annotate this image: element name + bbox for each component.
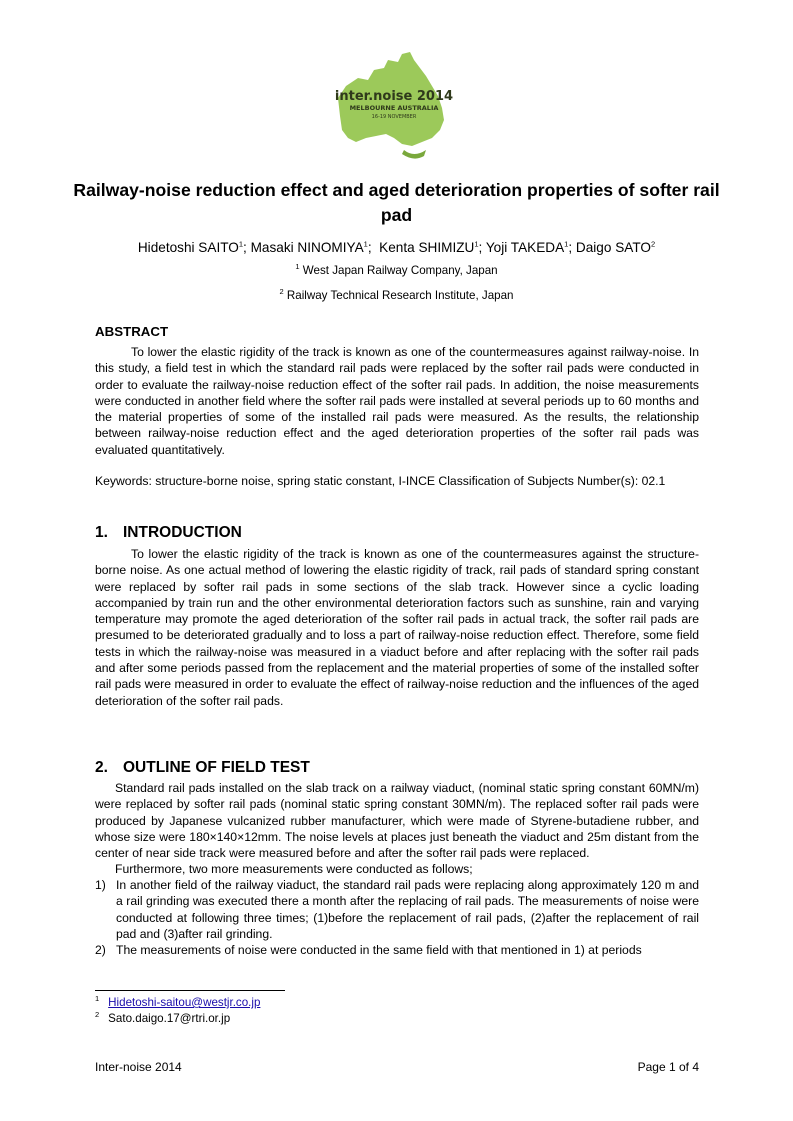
author-affiliation-mark: 1 <box>474 239 479 249</box>
svg-text:inter.noise 2014: inter.noise 2014 <box>334 89 454 104</box>
abstract-heading: ABSTRACT <box>95 324 169 339</box>
author-list <box>60 239 733 257</box>
author-affiliation-mark: 1 <box>238 239 244 249</box>
abstract-text: To lower the elastic rigidity of the track is known as one of the countermeasures against railway-noise. In this study, a field test in which the standard rail pads were replaced by the softer rail pads were conducted in order to evaluate the railway-noise reduction effect of the softer rail pads. In addition, the noise measurements were conducted in another field where the softer rail pads were installed at several periods up to 60 months and the material properties of some of the installed rail pads were measured. As the results, the relationship between railway-noise reduction effect and the aged deterioration properties of the softer rail pads was evaluated quantitatively. <box>95 345 699 457</box>
australia-map-logo-icon <box>318 46 470 164</box>
author-affiliation-mark: 1 <box>363 239 368 249</box>
affiliation-2: $^2$ Railway Technical Research Institute, Japan <box>279 287 514 302</box>
footnote-1: $^1$ Hidetoshi-saitou@westjr.co.jp <box>95 994 261 1009</box>
footnote-2: $^2$ Sato.daigo.17@rtri.or.jp <box>95 1010 231 1025</box>
author-separator: ; <box>367 240 380 255</box>
section-1-text: To lower the elastic rigidity of the track is known as one of the countermeasures against the structure-borne noise. As one actual method of lowering the elastic rigidity of track, rail pads of standard spring constant were replaced by softer rail pads in some sections of the slab track. However since a cyclic loading accompanied by train run and the other environmental deterioration factors such as sunshine, rain and varying temperature may promote the aged deterioration of the softer rail pads in actual track, the softer rail pads are presumed to be deteriorated gradually and to loss a part of railway-noise reduction effect. Therefore, some field tests in which the railway-noise was measured in a viaduct before and after replacing with the softer rail pads and after some periods passed from the replacement and the material properties of some of the installed softer rail pads were measured in order to evaluate the effect of railway-noise reduction and the influences of the aged deterioration of the softer rail pads. <box>95 547 699 708</box>
author-separator: ; <box>243 240 251 255</box>
keywords: Keywords: structure-borne noise, spring static constant, I-INCE Classification of Subjects Number(s): 02.1 <box>95 474 666 488</box>
paper-title: Railway-noise reduction effect and aged deterioration properties of softer rail pad <box>73 180 720 225</box>
email-link[interactable]: Hidetoshi-saitou@westjr.co.jp <box>108 996 261 1009</box>
author-name: Hidetoshi SAITO <box>137 240 239 255</box>
author-name: Yoji TAKEDA <box>485 240 565 255</box>
section-1-heading: 1. INTRODUCTION <box>95 524 242 541</box>
affiliation-1: $^1$ West Japan Railway Company, Japan <box>295 262 498 277</box>
author-affiliation-mark: 2 <box>650 239 656 249</box>
author-name: Kenta SHIMIZU <box>379 240 475 255</box>
section-2-heading: 2. OUTLINE OF FIELD TEST <box>95 759 310 776</box>
measurement-list <box>95 877 699 958</box>
footnote-divider <box>95 990 285 991</box>
footer-page-number: Page 1 of 4 <box>637 1060 699 1074</box>
author-name: Masaki NINOMIYA <box>250 240 364 255</box>
section-2-text-2: Furthermore, two more measurements were conducted as follows; <box>115 862 473 876</box>
section-2-text: Standard rail pads installed on the slab track on a railway viaduct, (nominal static spring constant 60MN/m) were replaced by softer rail pads (nominal static spring constant 30MN/m). The replaced softer rail pads were produced by Japanese vulcanized rubber manufacturer, which were made of Styrene-butadiene rubber, and whose size were 180×140×12mm. The noise levels at places just beneath the viaduct and 25m distant from the center of near side track were measured before and after the softer rail pads were replaced. <box>95 781 699 861</box>
author-name: Daigo SATO <box>575 240 651 255</box>
author-separator: ; <box>568 240 576 255</box>
author-affiliation-mark: 1 <box>564 239 569 249</box>
svg-text:16-19 NOVEMBER: 16-19 NOVEMBER <box>371 114 417 120</box>
list-item: 2) The measurements of noise were conducted in the same field with that mentioned in 1) at periods <box>95 943 642 958</box>
conference-logo <box>318 46 470 164</box>
list-item: 1) In another field of the railway viaduct, the standard rail pads were replacing along approximately 120 m and a rail grinding was executed there a month after the replacing of rail pads. The measurements of noise were conducted at following three times; (1)before the replacement of rail pads, (2)after the replacement of rail pad and (3)after rail grinding. <box>95 878 699 941</box>
footer-conference: Inter-noise 2014 <box>95 1060 182 1074</box>
svg-text:MELBOURNE AUSTRALIA: MELBOURNE AUSTRALIA <box>349 104 439 112</box>
author-separator: ; <box>478 240 486 255</box>
